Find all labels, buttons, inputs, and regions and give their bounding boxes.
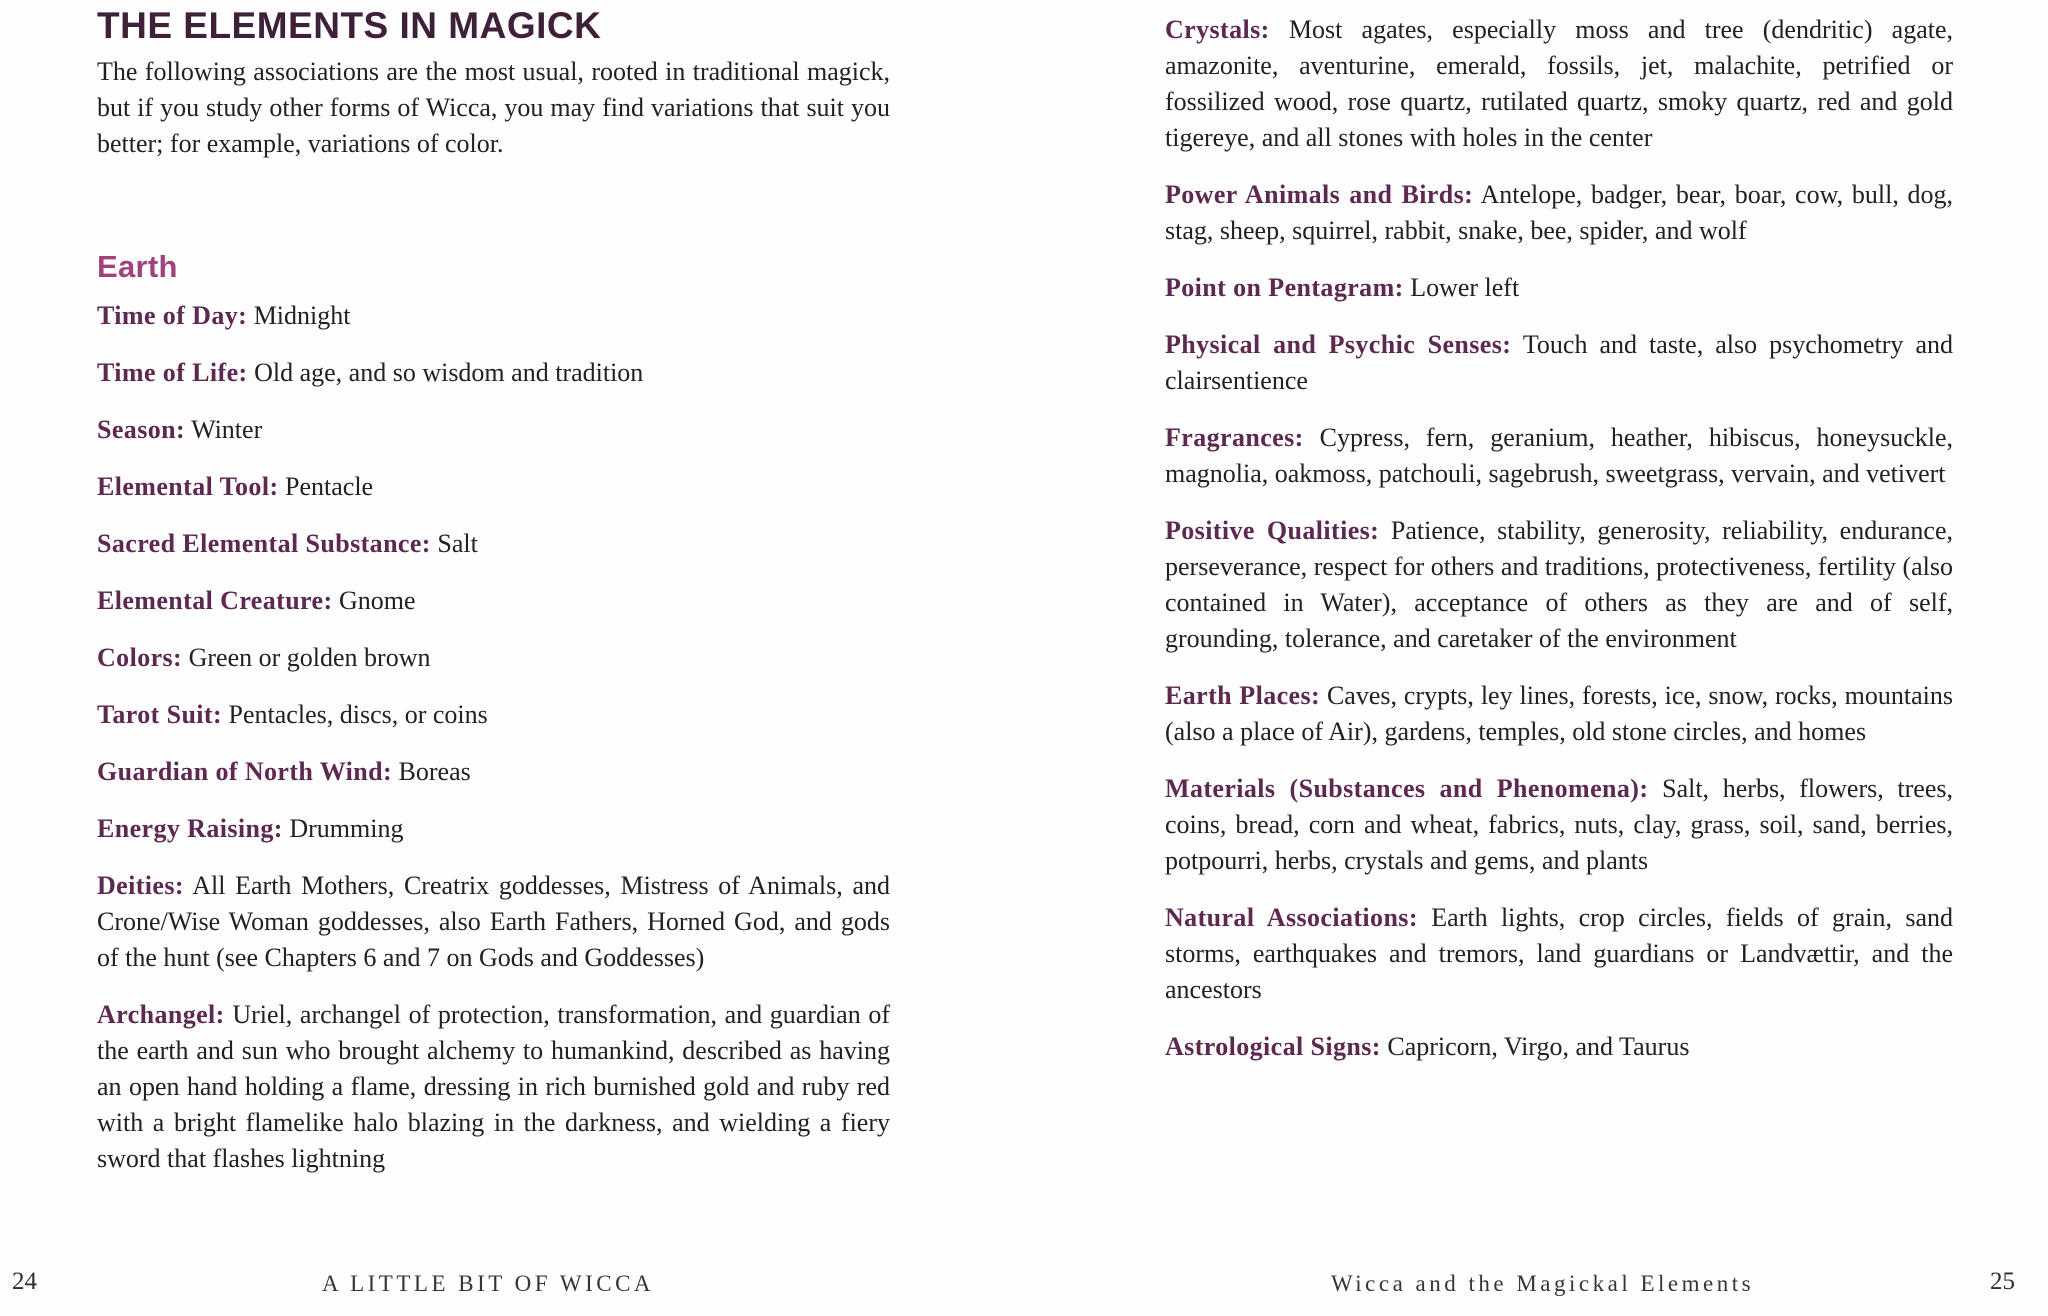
entry-label: Point on Pentagram: [1165,273,1404,302]
entry-label: Time of Life: [97,358,248,387]
running-head-right: Wicca and the Magickal Elements [1331,1271,1755,1296]
entry-label: Crystals: [1165,15,1270,44]
entry-value: Most agates, especially moss and tree (dendritic) agate, amazonite, aventurine, emerald, fossils, jet, malachite, petrified or fossilized wood, rose quartz, rutilated quartz, smoky quartz, red and gold tigereye, and all stones with holes in the center [1165,15,1954,152]
entry-value: Boreas [398,757,471,786]
entry-natural-associations [1165,900,1953,1008]
entry-positive-qualities [1165,513,1953,657]
entry-label: Astrological Signs: [1165,1032,1381,1061]
entry-value: Green or golden brown [188,643,431,672]
entry-value: Pentacles, discs, or coins [228,700,488,729]
entry-label: Physical and Psychic Senses: [1165,330,1512,359]
section-heading-earth: Earth [97,249,178,284]
entry-time-of-day [97,298,890,334]
entry-label: Time of Day: [97,301,248,330]
entry-label: Sacred Elemental Substance: [97,529,431,558]
entry-season [97,412,890,448]
entry-label: Elemental Creature: [97,586,333,615]
left-page-column [97,6,890,1177]
entry-value: Touch and taste, also psychometry and clairsentience [1165,330,1953,395]
entry-tarot-suit [97,697,890,733]
entry-label: Season: [97,415,186,444]
entry-value: Gnome [339,586,416,615]
page-number-right: 25 [1990,1268,2015,1295]
entry-value: Salt [437,529,478,558]
entry-value: Capricorn, Virgo, and Taurus [1387,1032,1690,1061]
entry-value: Drumming [289,814,404,843]
entry-value: Antelope, badger, bear, boar, cow, bull, dog, stag, sheep, squirrel, rabbit, snake, bee, spider, and wolf [1165,180,1953,245]
entry-time-of-life [97,355,890,391]
entry-materials-substances-and-phenomena [1165,771,1953,879]
entry-energy-raising [97,811,890,847]
entry-label: Guardian of North Wind: [97,757,393,786]
entry-elemental-creature [97,583,890,619]
page-number-left: 24 [12,1268,37,1295]
entry-value: Winter [191,415,263,444]
entry-label: Positive Qualities: [1165,516,1380,545]
entry-label: Colors: [97,643,183,672]
entry-crystals [1165,12,1953,156]
entry-power-animals-and-birds [1165,177,1953,249]
entry-label: Energy Raising: [97,814,283,843]
entry-label: Deities: [97,871,184,900]
page-title: THE ELEMENTS IN MAGICK [97,5,602,46]
entry-elemental-tool [97,469,890,505]
entry-guardian-of-north-wind [97,754,890,790]
entry-value: Lower left [1410,273,1520,302]
entry-archangel [97,997,890,1177]
entry-value: Midnight [253,301,351,330]
entry-value: Earth lights, crop circles, fields of grain, sand storms, earthquakes and tremors, land guardians or Landvættir, and the ancestors [1165,903,1953,1004]
entry-label: Elemental Tool: [97,472,279,501]
entry-value: Pentacle [285,472,374,501]
entry-point-on-pentagram [1165,270,1953,306]
entry-value: All Earth Mothers, Creatrix goddesses, Mistress of Animals, and Crone/Wise Woman goddesses, also Earth Fathers, Horned God, and gods of the hunt (see Chapters 6 and 7 on Gods and Goddesses) [97,871,890,972]
entry-value: Salt, herbs, flowers, trees, coins, bread, corn and wheat, fabrics, nuts, clay, grass, soil, sand, berries, potpourri, herbs, crystals and gems, and plants [1165,774,1953,875]
entry-label: Fragrances: [1165,423,1304,452]
entry-value: Cypress, fern, geranium, heather, hibiscus, honeysuckle, magnolia, oakmoss, patchouli, sagebrush, sweetgrass, vervain, and vetivert [1165,423,1954,488]
entry-label: Earth Places: [1165,681,1321,710]
entry-label: Tarot Suit: [97,700,223,729]
entry-physical-and-psychic-senses [1165,327,1953,399]
entry-deities [97,868,890,976]
intro-paragraph: The following associations are the most usual, rooted in traditional magick, but if you study other forms of Wicca, you may find variations that suit you better; for example, variations of color. [97,57,890,158]
entry-value: Patience, stability, generosity, reliability, endurance, perseverance, respect for others and traditions, protectiveness, fertility (also contained in Water), acceptance of others as they are and of self, grounding, tolerance, and caretaker of the environment [1165,516,1953,653]
entry-label: Power Animals and Birds: [1165,180,1474,209]
entry-colors [97,640,890,676]
entry-label: Materials (Substances and Phenomena): [1165,774,1649,803]
entry-earth-places [1165,678,1953,750]
entry-value: Old age, and so wisdom and tradition [254,358,644,387]
entry-label: Natural Associations: [1165,903,1418,932]
entry-label: Archangel: [97,1000,225,1029]
entry-value: Caves, crypts, ley lines, forests, ice, snow, rocks, mountains (also a place of Air), gardens, temples, old stone circles, and homes [1165,681,1953,746]
entry-fragrances [1165,420,1953,492]
entry-value: Uriel, archangel of protection, transformation, and guardian of the earth and sun who brought alchemy to humankind, described as having an open hand holding a flame, dressing in rich burnished gold and ruby red with a bright flamelike halo blazing in the darkness, and wielding a fiery sword that flashes lightning [97,1000,890,1173]
right-page-column [1165,12,1953,1065]
running-head-left: A LITTLE BIT OF WICCA [322,1271,655,1296]
entry-sacred-elemental-substance [97,526,890,562]
entry-astrological-signs [1165,1029,1953,1065]
